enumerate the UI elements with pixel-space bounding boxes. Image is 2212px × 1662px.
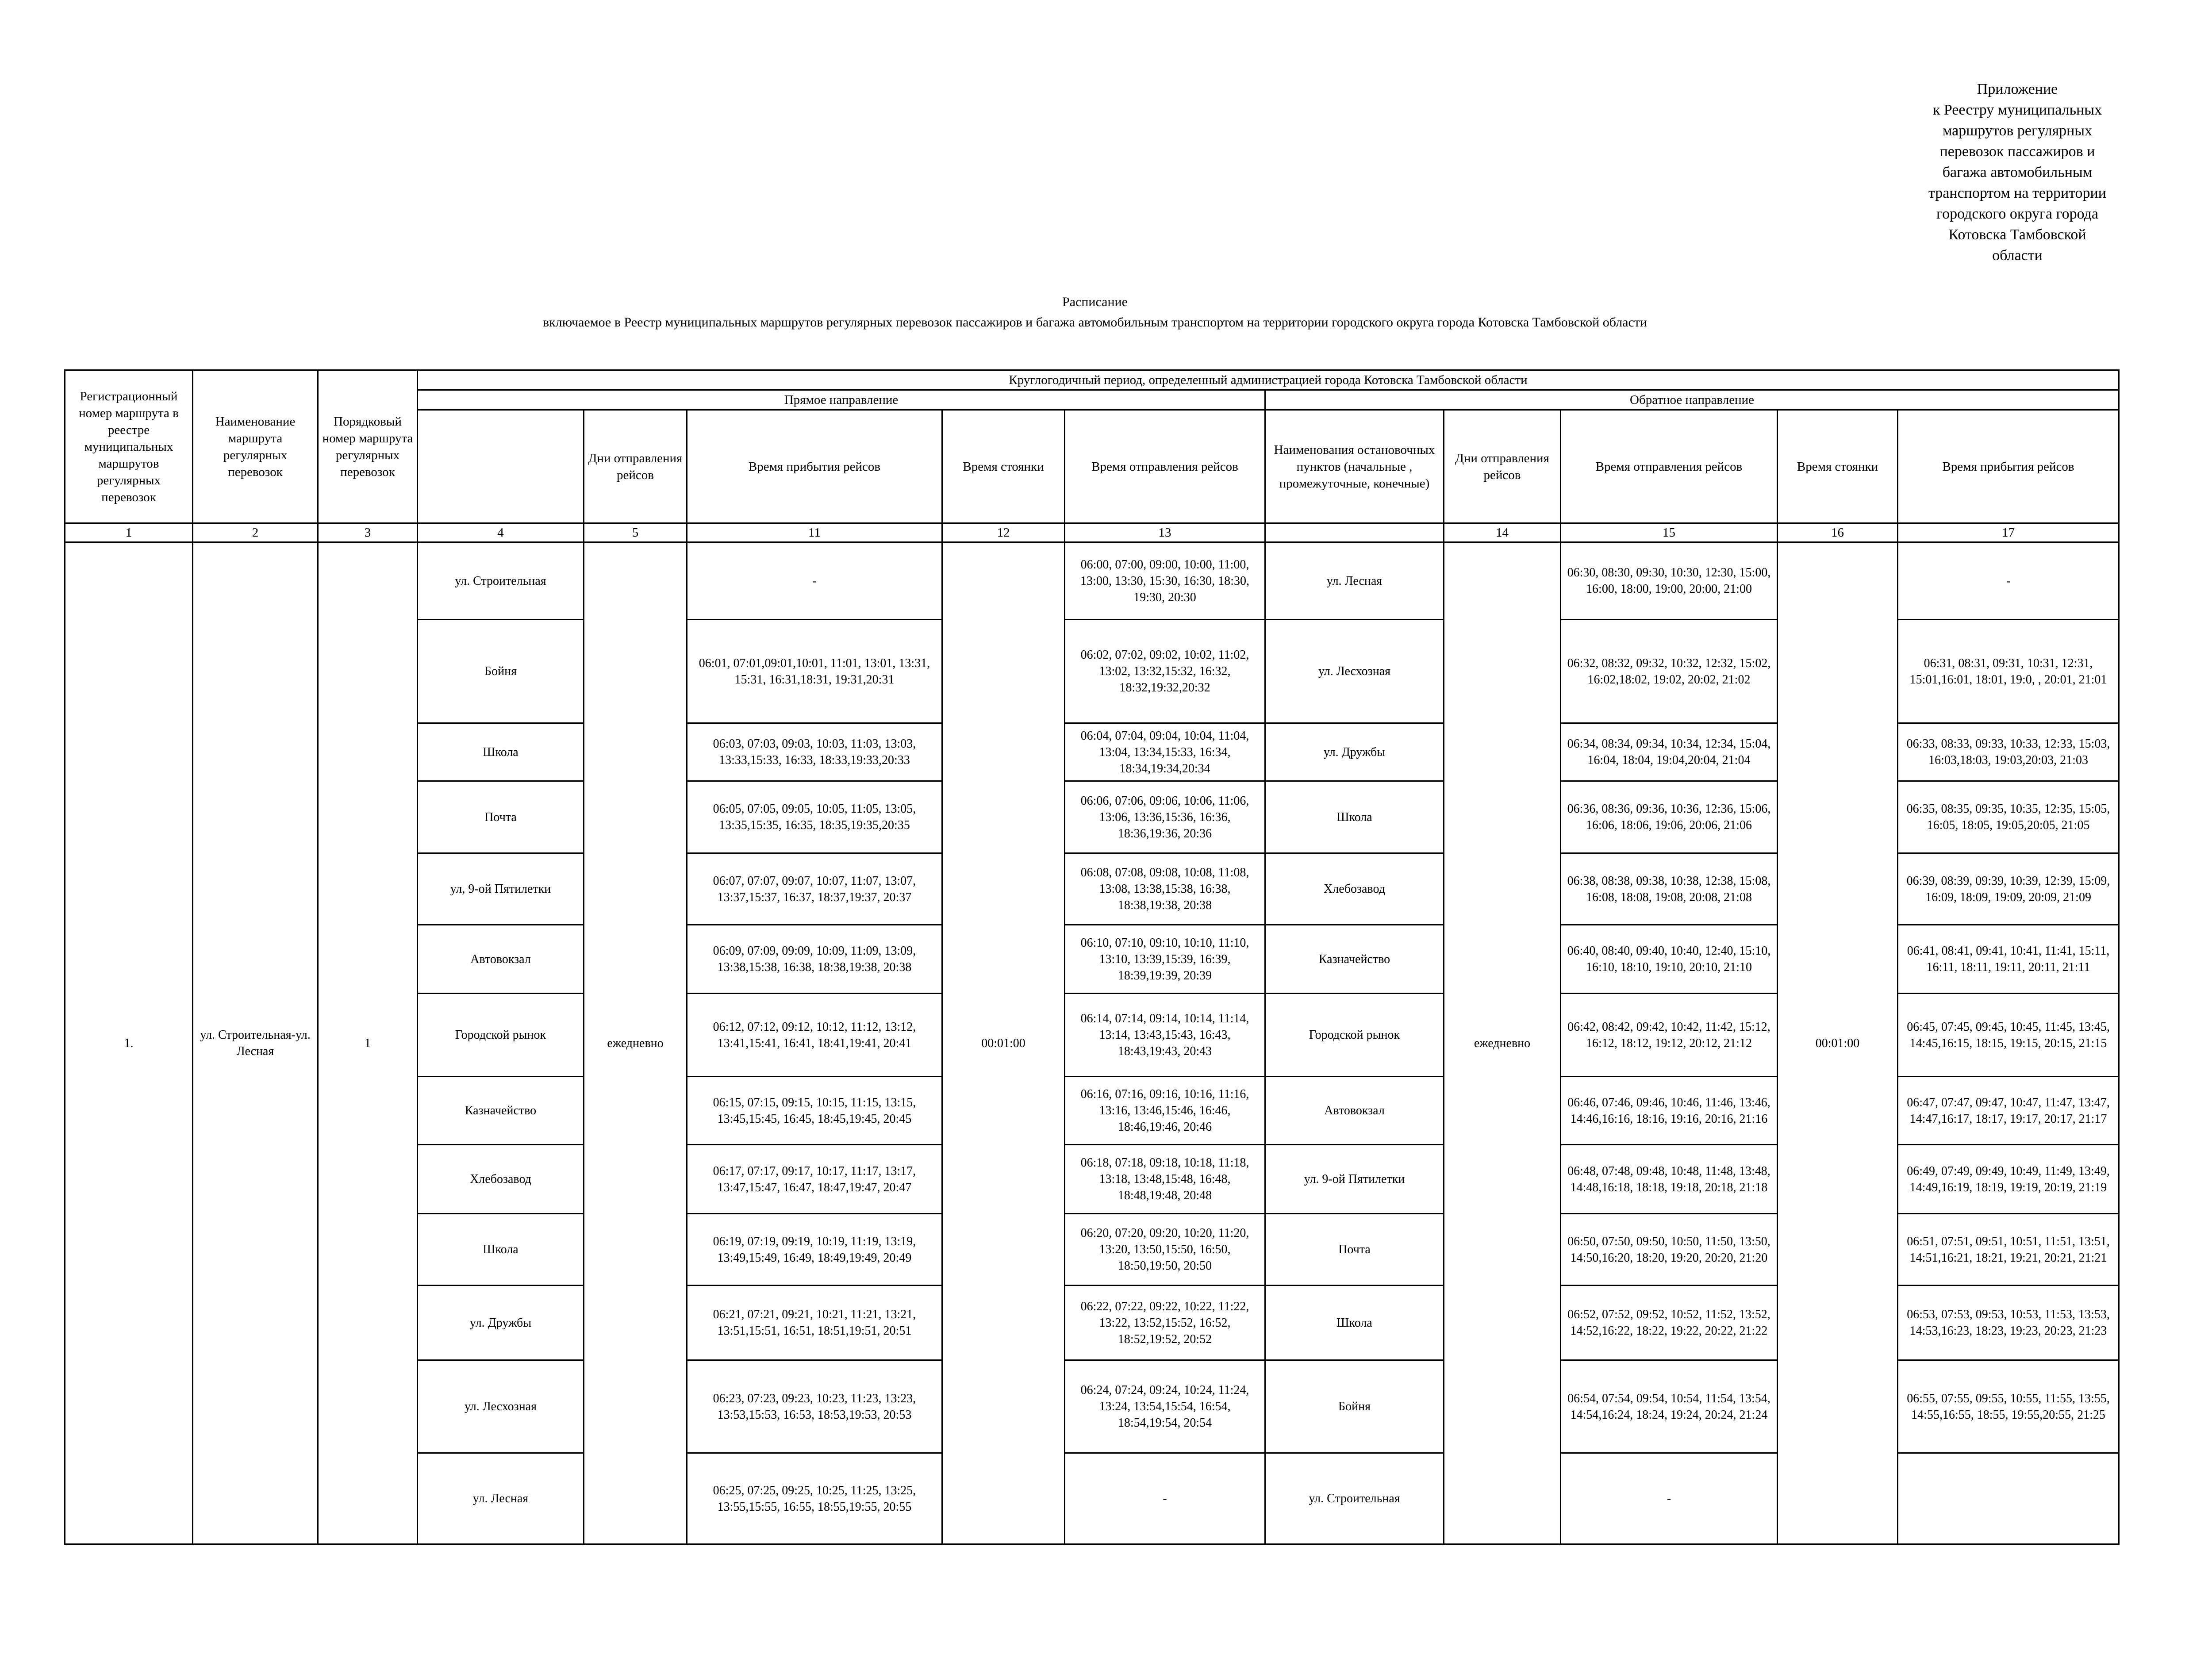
departure-times-reverse: 06:54, 07:54, 09:54, 10:54, 11:54, 13:54, 14:54,16:24, 18:24, 19:24, 20:24, 21:24 bbox=[1561, 1360, 1778, 1453]
column-numbers-row bbox=[65, 523, 2119, 542]
col-number: 17 bbox=[1898, 523, 2119, 542]
departure-times-reverse: 06:34, 08:34, 09:34, 10:34, 12:34, 15:04, 16:04, 18:04, 19:04,20:04, 21:04 bbox=[1561, 723, 1778, 781]
departure-times-reverse: 06:46, 07:46, 09:46, 10:46, 11:46, 13:46, 14:46,16:16, 18:16, 19:16, 20:16, 21:16 bbox=[1561, 1077, 1778, 1145]
header-stop-time: Время стоянки bbox=[942, 410, 1065, 523]
document-title: Расписание bbox=[1062, 295, 1128, 309]
arrival-times-reverse: 06:55, 07:55, 09:55, 10:55, 11:55, 13:55, 14:55,16:55, 18:55, 19:55,20:55, 21:25 bbox=[1898, 1360, 2119, 1453]
stop-name-reverse: Школа bbox=[1265, 781, 1444, 853]
stop-name-forward: ул, 9-ой Пятилетки bbox=[418, 853, 584, 925]
arrival-times-forward: 06:05, 07:05, 09:05, 10:05, 11:05, 13:05, 13:35,15:35, 16:35, 18:35,19:35,20:35 bbox=[687, 781, 942, 853]
departure-times-forward: 06:02, 07:02, 09:02, 10:02, 11:02, 13:02, 13:32,15:32, 16:32, 18:32,19:32,20:32 bbox=[1065, 620, 1265, 723]
departure-times-forward: 06:06, 07:06, 09:06, 10:06, 11:06, 13:06, 13:36,15:36, 16:36, 18:36,19:36, 20:36 bbox=[1065, 781, 1265, 853]
appendix-line: городского округа города bbox=[1936, 206, 2098, 222]
arrival-times-reverse: 06:41, 08:41, 09:41, 10:41, 11:41, 15:11, 16:11, 18:11, 19:11, 20:11, 21:11 bbox=[1898, 925, 2119, 994]
appendix-line: перевозок пассажиров и bbox=[1939, 143, 2095, 160]
col-number: 14 bbox=[1444, 523, 1561, 542]
header-arrival: Время прибытия рейсов bbox=[687, 410, 942, 523]
col-number: 15 bbox=[1561, 523, 1778, 542]
departure-times-reverse: 06:30, 08:30, 09:30, 10:30, 12:30, 15:00, 16:00, 18:00, 19:00, 20:00, 21:00 bbox=[1561, 542, 1778, 620]
stop-name-forward: Городской рынок bbox=[418, 994, 584, 1077]
departure-times-forward: 06:10, 07:10, 09:10, 10:10, 11:10, 13:10, 13:39,15:39, 16:39, 18:39,19:39, 20:39 bbox=[1065, 925, 1265, 994]
departure-times-forward: 06:14, 07:14, 09:14, 10:14, 11:14, 13:14, 13:43,15:43, 16:43, 18:43,19:43, 20:43 bbox=[1065, 994, 1265, 1077]
arrival-times-forward: 06:17, 07:17, 09:17, 10:17, 11:17, 13:17, 13:47,15:47, 16:47, 18:47,19:47, 20:47 bbox=[687, 1145, 942, 1214]
stop-name-forward: Школа bbox=[418, 1214, 584, 1286]
stop-time-forward: 00:01:00 bbox=[942, 542, 1065, 1544]
col-number bbox=[1265, 523, 1444, 542]
departure-times-forward: 06:22, 07:22, 09:22, 10:22, 11:22, 13:22, 13:52,15:52, 16:52, 18:52,19:52, 20:52 bbox=[1065, 1286, 1265, 1360]
stop-name-reverse: ул. Лесная bbox=[1265, 542, 1444, 620]
arrival-times-reverse: 06:31, 08:31, 09:31, 10:31, 12:31, 15:01,16:01, 18:01, 19:0, , 20:01, 21:01 bbox=[1898, 620, 2119, 723]
header-departure-reverse: Время отправления рейсов bbox=[1561, 410, 1778, 523]
departure-times-reverse: 06:40, 08:40, 09:40, 10:40, 12:40, 15:10, 16:10, 18:10, 19:10, 20:10, 21:10 bbox=[1561, 925, 1778, 994]
appendix-note bbox=[1836, 79, 2199, 266]
departure-times-forward: 06:24, 07:24, 09:24, 10:24, 11:24, 13:24, 13:54,15:54, 16:54, 18:54,19:54, 20:54 bbox=[1065, 1360, 1265, 1453]
stop-name-forward: ул. Дружбы bbox=[418, 1286, 584, 1360]
arrival-times-reverse: - bbox=[1898, 542, 2119, 620]
header-reverse: Обратное направление bbox=[1265, 390, 2119, 410]
stop-name-reverse: Бойня bbox=[1265, 1360, 1444, 1453]
arrival-times-reverse: 06:51, 07:51, 09:51, 10:51, 11:51, 13:51, 14:51,16:21, 18:21, 19:21, 20:21, 21:21 bbox=[1898, 1214, 2119, 1286]
departure-times-reverse: 06:50, 07:50, 09:50, 10:50, 11:50, 13:50, 14:50,16:20, 18:20, 19:20, 20:20, 21:20 bbox=[1561, 1214, 1778, 1286]
header-forward: Прямое направление bbox=[418, 390, 1265, 410]
schedule-table bbox=[64, 369, 2120, 1545]
document-title-block bbox=[0, 292, 2190, 333]
arrival-times-forward: - bbox=[687, 542, 942, 620]
col-number: 1 bbox=[65, 523, 193, 542]
arrival-times-forward: 06:21, 07:21, 09:21, 10:21, 11:21, 13:21, 13:51,15:51, 16:51, 18:51,19:51, 20:51 bbox=[687, 1286, 942, 1360]
departure-times-forward: - bbox=[1065, 1453, 1265, 1544]
stop-name-reverse: ул. Лесхозная bbox=[1265, 620, 1444, 723]
stop-name-forward: ул. Лесная bbox=[418, 1453, 584, 1544]
stop-time-reverse: 00:01:00 bbox=[1778, 542, 1898, 1544]
arrival-times-forward: 06:03, 07:03, 09:03, 10:03, 11:03, 13:03, 13:33,15:33, 16:33, 18:33,19:33,20:33 bbox=[687, 723, 942, 781]
header-days-reverse: Дни отправления рейсов bbox=[1444, 410, 1561, 523]
header-stops-forward bbox=[418, 410, 584, 523]
stop-name-forward: ул. Строительная bbox=[418, 542, 584, 620]
appendix-line: багажа автомобильным bbox=[1942, 164, 2093, 180]
header-days: Дни отправления рейсов bbox=[584, 410, 687, 523]
route-reg-number: 1. bbox=[65, 542, 193, 1544]
stop-name-reverse: ул. 9-ой Пятилетки bbox=[1265, 1145, 1444, 1214]
header-order-number: Порядковый номер маршрута регулярных перевозок bbox=[318, 370, 418, 523]
col-number: 16 bbox=[1778, 523, 1898, 542]
appendix-line: маршрутов регулярных bbox=[1942, 123, 2093, 139]
col-number: 5 bbox=[584, 523, 687, 542]
days-reverse: ежедневно bbox=[1444, 542, 1561, 1544]
stop-name-forward: Бойня bbox=[418, 620, 584, 723]
appendix-line: к Реестру муниципальных bbox=[1932, 102, 2102, 118]
header-reg-number: Регистрационный номер маршрута в реестре муниципальных маршрутов регулярных перевозок bbox=[65, 370, 193, 523]
arrival-times-reverse bbox=[1898, 1453, 2119, 1544]
arrival-times-forward: 06:07, 07:07, 09:07, 10:07, 11:07, 13:07, 13:37,15:37, 16:37, 18:37,19:37, 20:37 bbox=[687, 853, 942, 925]
stop-name-reverse: ул. Дружбы bbox=[1265, 723, 1444, 781]
appendix-line: Приложение bbox=[1977, 81, 2058, 97]
departure-times-reverse: - bbox=[1561, 1453, 1778, 1544]
stop-name-reverse: Автовокзал bbox=[1265, 1077, 1444, 1145]
arrival-times-reverse: 06:33, 08:33, 09:33, 10:33, 12:33, 15:03, 16:03,18:03, 19:03,20:03, 21:03 bbox=[1898, 723, 2119, 781]
col-number: 4 bbox=[418, 523, 584, 542]
appendix-line: области bbox=[1992, 247, 2043, 264]
departure-times-forward: 06:20, 07:20, 09:20, 10:20, 11:20, 13:20, 13:50,15:50, 16:50, 18:50,19:50, 20:50 bbox=[1065, 1214, 1265, 1286]
header-departure: Время отправления рейсов bbox=[1065, 410, 1265, 523]
arrival-times-forward: 06:01, 07:01,09:01,10:01, 11:01, 13:01, 13:31, 15:31, 16:31,18:31, 19:31,20:31 bbox=[687, 620, 942, 723]
departure-times-reverse: 06:38, 08:38, 09:38, 10:38, 12:38, 15:08, 16:08, 18:08, 19:08, 20:08, 21:08 bbox=[1561, 853, 1778, 925]
arrival-times-forward: 06:19, 07:19, 09:19, 10:19, 11:19, 13:19, 13:49,15:49, 16:49, 18:49,19:49, 20:49 bbox=[687, 1214, 942, 1286]
arrival-times-forward: 06:09, 07:09, 09:09, 10:09, 11:09, 13:09, 13:38,15:38, 16:38, 18:38,19:38, 20:38 bbox=[687, 925, 942, 994]
departure-times-reverse: 06:32, 08:32, 09:32, 10:32, 12:32, 15:02, 16:02,18:02, 19:02, 20:02, 21:02 bbox=[1561, 620, 1778, 723]
arrival-times-forward: 06:12, 07:12, 09:12, 10:12, 11:12, 13:12, 13:41,15:41, 16:41, 18:41,19:41, 20:41 bbox=[687, 994, 942, 1077]
stop-name-forward: Школа bbox=[418, 723, 584, 781]
arrival-times-forward: 06:23, 07:23, 09:23, 10:23, 11:23, 13:23, 13:53,15:53, 16:53, 18:53,19:53, 20:53 bbox=[687, 1360, 942, 1453]
stop-name-forward: ул. Лесхозная bbox=[418, 1360, 584, 1453]
route-name: ул. Строительная-ул. Лесная bbox=[193, 542, 318, 1544]
stop-name-forward: Почта bbox=[418, 781, 584, 853]
departure-times-forward: 06:04, 07:04, 09:04, 10:04, 11:04, 13:04, 13:34,15:33, 16:34, 18:34,19:34,20:34 bbox=[1065, 723, 1265, 781]
stop-name-reverse: Школа bbox=[1265, 1286, 1444, 1360]
header-period: Круглогодичный период, определенный администрацией города Котовска Тамбовской области bbox=[418, 370, 2119, 390]
col-number: 3 bbox=[318, 523, 418, 542]
departure-times-reverse: 06:36, 08:36, 09:36, 10:36, 12:36, 15:06, 16:06, 18:06, 19:06, 20:06, 21:06 bbox=[1561, 781, 1778, 853]
document-subtitle: включаемое в Реестр муниципальных маршрутов регулярных перевозок пассажиров и багажа автомобильным транспортом на территории городского округа города Котовска Тамбовской области bbox=[543, 315, 1647, 330]
arrival-times-reverse: 06:45, 07:45, 09:45, 10:45, 11:45, 13:45, 14:45,16:15, 18:15, 19:15, 20:15, 21:15 bbox=[1898, 994, 2119, 1077]
header-stop-time-reverse: Время стоянки bbox=[1778, 410, 1898, 523]
stop-name-reverse: Казначейство bbox=[1265, 925, 1444, 994]
stop-name-forward: Автовокзал bbox=[418, 925, 584, 994]
col-number: 11 bbox=[687, 523, 942, 542]
appendix-line: Котовска Тамбовской bbox=[1948, 226, 2086, 243]
arrival-times-reverse: 06:35, 08:35, 09:35, 10:35, 12:35, 15:05, 16:05, 18:05, 19:05,20:05, 21:05 bbox=[1898, 781, 2119, 853]
arrival-times-reverse: 06:49, 07:49, 09:49, 10:49, 11:49, 13:49, 14:49,16:19, 18:19, 19:19, 20:19, 21:19 bbox=[1898, 1145, 2119, 1214]
header-stops-names: Наименования остановочных пунктов (начальные , промежуточные, конечные) bbox=[1265, 410, 1444, 523]
col-number: 12 bbox=[942, 523, 1065, 542]
stop-name-forward: Хлебозавод bbox=[418, 1145, 584, 1214]
departure-times-forward: 06:08, 07:08, 09:08, 10:08, 11:08, 13:08, 13:38,15:38, 16:38, 18:38,19:38, 20:38 bbox=[1065, 853, 1265, 925]
col-number: 13 bbox=[1065, 523, 1265, 542]
header-route-name: Наименование маршрута регулярных перевозок bbox=[193, 370, 318, 523]
arrival-times-forward: 06:25, 07:25, 09:25, 10:25, 11:25, 13:25, 13:55,15:55, 16:55, 18:55,19:55, 20:55 bbox=[687, 1453, 942, 1544]
stop-name-reverse: ул. Строительная bbox=[1265, 1453, 1444, 1544]
arrival-times-reverse: 06:39, 08:39, 09:39, 10:39, 12:39, 15:09, 16:09, 18:09, 19:09, 20:09, 21:09 bbox=[1898, 853, 2119, 925]
days-forward: ежедневно bbox=[584, 542, 687, 1544]
departure-times-reverse: 06:48, 07:48, 09:48, 10:48, 11:48, 13:48, 14:48,16:18, 18:18, 19:18, 20:18, 21:18 bbox=[1561, 1145, 1778, 1214]
col-number: 2 bbox=[193, 523, 318, 542]
arrival-times-forward: 06:15, 07:15, 09:15, 10:15, 11:15, 13:15, 13:45,15:45, 16:45, 18:45,19:45, 20:45 bbox=[687, 1077, 942, 1145]
departure-times-forward: 06:18, 07:18, 09:18, 10:18, 11:18, 13:18, 13:48,15:48, 16:48, 18:48,19:48, 20:48 bbox=[1065, 1145, 1265, 1214]
stop-name-reverse: Хлебозавод bbox=[1265, 853, 1444, 925]
arrival-times-reverse: 06:47, 07:47, 09:47, 10:47, 11:47, 13:47, 14:47,16:17, 18:17, 19:17, 20:17, 21:17 bbox=[1898, 1077, 2119, 1145]
appendix-line: транспортом на территории bbox=[1928, 185, 2106, 201]
departure-times-reverse: 06:42, 08:42, 09:42, 10:42, 11:42, 15:12, 16:12, 18:12, 19:12, 20:12, 21:12 bbox=[1561, 994, 1778, 1077]
header-arrival-reverse: Время прибытия рейсов bbox=[1898, 410, 2119, 523]
departure-times-forward: 06:00, 07:00, 09:00, 10:00, 11:00, 13:00, 13:30, 15:30, 16:30, 18:30, 19:30, 20:30 bbox=[1065, 542, 1265, 620]
stop-name-forward: Казначейство bbox=[418, 1077, 584, 1145]
route-order-number: 1 bbox=[318, 542, 418, 1544]
stop-name-reverse: Почта bbox=[1265, 1214, 1444, 1286]
arrival-times-reverse: 06:53, 07:53, 09:53, 10:53, 11:53, 13:53, 14:53,16:23, 18:23, 19:23, 20:23, 21:23 bbox=[1898, 1286, 2119, 1360]
table-row bbox=[65, 542, 2119, 620]
departure-times-forward: 06:16, 07:16, 09:16, 10:16, 11:16, 13:16, 13:46,15:46, 16:46, 18:46,19:46, 20:46 bbox=[1065, 1077, 1265, 1145]
stop-name-reverse: Городской рынок bbox=[1265, 994, 1444, 1077]
departure-times-reverse: 06:52, 07:52, 09:52, 10:52, 11:52, 13:52, 14:52,16:22, 18:22, 19:22, 20:22, 21:22 bbox=[1561, 1286, 1778, 1360]
